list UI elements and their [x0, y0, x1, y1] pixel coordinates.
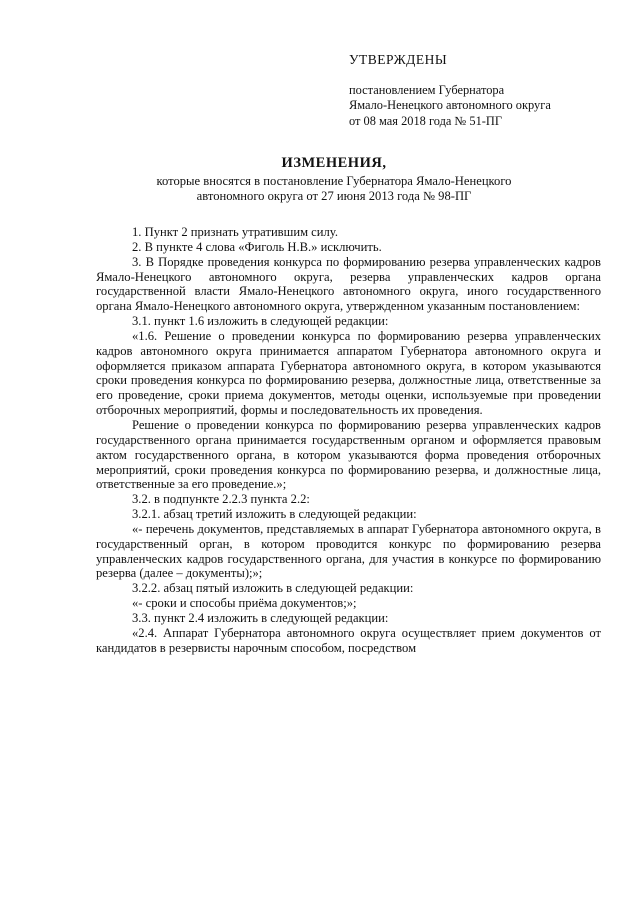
- paragraph: Решение о проведении конкурса по формированию резерва управленческих кадров государственного органа принимается государственным органом и оформляется правовым актом государственного органа, в котором указываются форма проведения отборочных мероприятий, сроки проведения конкурса по формированию резерва, и должностные лица, ответственные за его проведение.»;: [96, 417, 601, 492]
- paragraph: «2.4. Аппарат Губернатора автономного округа осуществляет прием документов от кандидатов в резервисты нарочным способом, посредством: [96, 625, 601, 655]
- approval-line: Ямало-Ненецкого автономного округа: [349, 98, 551, 112]
- approval-line: постановлением Губернатора: [349, 82, 505, 97]
- paragraph: 3.2. в подпункте 2.2.3 пункта 2.2:: [132, 492, 310, 507]
- approval-line: от 08 мая 2018 года № 51-ПГ: [349, 113, 503, 128]
- title-main: ИЗМЕНЕНИЯ,: [281, 155, 387, 171]
- document-body: [96, 225, 601, 655]
- approval-stamp: [349, 52, 551, 129]
- paragraph: 3.3. пункт 2.4 изложить в следующей редакции:: [132, 610, 389, 625]
- paragraph: 3.1. пункт 1.6 изложить в следующей редакции:: [132, 314, 389, 329]
- paragraph: 2. В пункте 4 слова «Фиголь Н.В.» исключить.: [132, 239, 382, 254]
- document-title: [96, 156, 572, 205]
- paragraph: «- перечень документов, представляемых в аппарат Губернатора автономного округа, в государственный орган, в котором проводится конкурс по формированию резерва управленческих кадров государственного органа, для участия в конкурсе по формированию резерва (далее – документы);»;: [96, 521, 601, 581]
- paragraph: 3.2.1. абзац третий изложить в следующей редакции:: [132, 507, 417, 522]
- paragraph: 3. В Порядке проведения конкурса по формированию резерва управленческих кадров Ямало-Ненецкого автономного округа, резерва управленческих кадров органа государственной власти Ямало-Ненецкого автономного округа, иного государственного органа Ямало-Ненецкого автономного округа, утвержденном указанным постановлением:: [96, 254, 601, 314]
- paragraph: «- сроки и способы приёма документов;»;: [132, 596, 357, 611]
- paragraph: 1. Пункт 2 признать утратившим силу.: [132, 225, 338, 239]
- title-subtitle: автономного округа от 27 июня 2013 года № 98-ПГ: [196, 189, 472, 203]
- paragraph: «1.6. Решение о проведении конкурса по формированию резерва управленческих кадров автономного округа принимается аппаратом Губернатора автономного округа и оформляется приказом аппарата Губернатора автономного округа, в котором указываются сроки проведения конкурса по формированию резерва, должностные лица, ответственные за его проведение, сроки приема документов, методы оценки, используемые при проведении отборочных мероприятий, формы и последовательность их проведения.: [96, 328, 601, 418]
- approval-heading: УТВЕРЖДЕНЫ: [349, 52, 448, 67]
- paragraph: 3.2.2. абзац пятый изложить в следующей редакции:: [132, 581, 414, 596]
- title-subtitle: которые вносятся в постановление Губернатора Ямало-Ненецкого: [156, 173, 512, 188]
